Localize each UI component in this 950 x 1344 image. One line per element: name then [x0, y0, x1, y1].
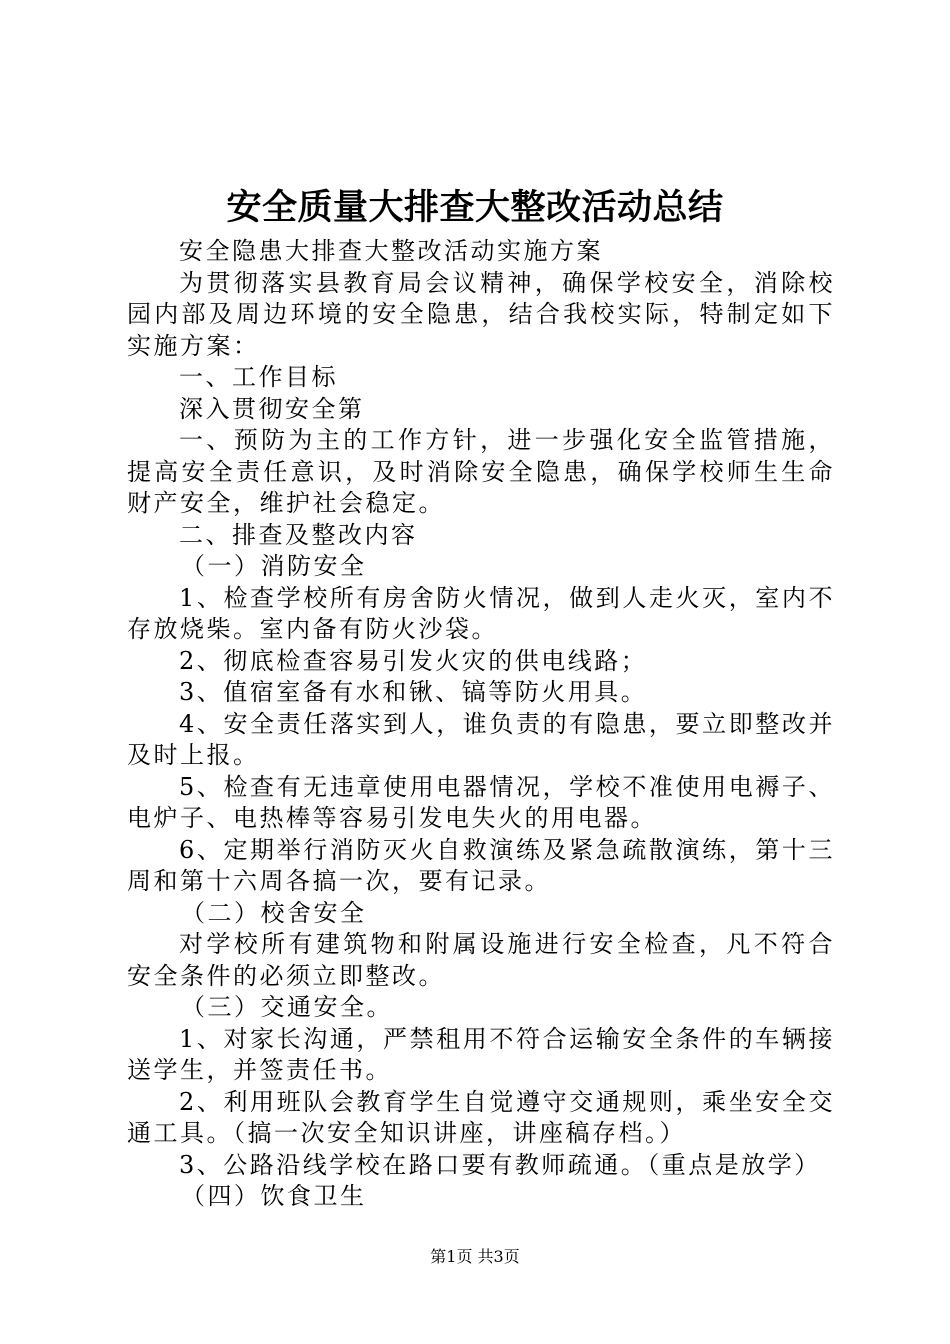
body-paragraph: 1、对家长沟通，严禁租用不符合运输安全条件的车辆接送学生，并签责任书。 [127, 1024, 835, 1084]
body-paragraph: 5、检查有无违章使用电器情况，学校不准使用电褥子、电炉子、电热棒等容易引发电失火的用电器。 [127, 772, 835, 832]
body-paragraph: （二）校舍安全 [181, 898, 367, 927]
body-paragraph: 2、利用班队会教育学生自觉遵守交通规则，乘坐安全交通工具。（搞一次安全知识讲座，讲座稿存档。） [127, 1087, 835, 1147]
body-paragraph: 深入贯彻安全第 [179, 394, 365, 423]
body-paragraph: 4、安全责任落实到人，谁负责的有隐患，要立即整改并及时上报。 [127, 709, 835, 769]
body-paragraph: 3、公路沿线学校在路口要有教师疏通。（重点是放学） [179, 1150, 821, 1179]
body-paragraph: 3、值宿室备有水和锹、镐等防火用具。 [179, 678, 648, 706]
body-paragraph: 二、排查及整改内容 [179, 520, 418, 549]
body-paragraph: 为贯彻落实县教育局会议精神，确保学校安全，消除校园内部及周边环境的安全隐患，结合我校实际，特制定如下实施方案： [127, 268, 835, 360]
body-paragraph: 一、工作目标 [179, 363, 338, 391]
body-paragraph: （四）饮食卫生 [181, 1182, 367, 1210]
body-paragraph: 安全隐患大排查大整改活动实施方案 [179, 237, 603, 265]
document-body [127, 236, 835, 1213]
body-paragraph: 一、预防为主的工作方针，进一步强化安全监管措施，提高安全责任意识，及时消除安全隐患，确保学校师生生命财产安全，维护社会稳定。 [127, 426, 835, 517]
document-title: 安全质量大排查大整改活动总结 [226, 187, 724, 228]
body-paragraph: （一）消防安全 [181, 552, 367, 580]
body-paragraph: 1、检查学校所有房舍防火情况，做到人走火灭，室内不存放烧柴。室内备有防火沙袋。 [127, 583, 835, 643]
body-paragraph: 6、定期举行消防灭火自救演练及紧急疏散演练，第十三周和第十六周各搞一次，要有记录。 [127, 835, 835, 895]
body-paragraph: 2、彻底检查容易引发火灾的供电线路； [179, 646, 648, 675]
page-footer: 第1页 共3页 [430, 1247, 520, 1266]
body-paragraph: （三）交通安全。 [181, 993, 393, 1021]
body-paragraph: 对学校所有建筑物和附属设施进行安全检查，凡不符合安全条件的必须立即整改。 [127, 930, 835, 990]
